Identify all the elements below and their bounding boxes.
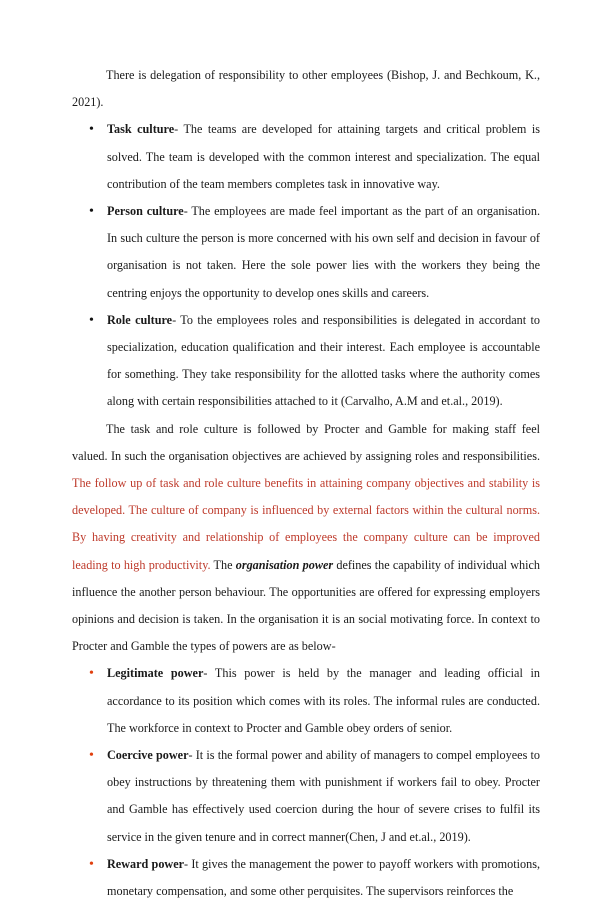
list-item [72,116,540,198]
bullet-icon: • [89,122,94,138]
bullet-icon: • [89,856,94,872]
bullet-icon: • [89,204,94,220]
list-item-body: - To the employees roles and responsibilities is delegated in accordant to specialization, education qualification and their interest. Each employee is accountable for something. They take responsibility for the allotted tasks where the authority comes along with certain responsibilities attached to it (Carvalho, A.M and et.al., 2019). [107,312,540,409]
bullet-icon: • [89,312,94,328]
opening-paragraph [72,62,540,116]
list-item-lead: Role culture [107,312,173,327]
organisation-power-emphasis: organisation power [235,557,334,572]
culture-power-paragraph [72,416,540,661]
paragraph-black-pre-emphasis: The [210,557,236,572]
list-item [72,851,540,905]
list-item [72,742,540,851]
list-item-body: - It is the formal power and ability of managers to compel employees to obey instructions by threatening them with punishment if workers fail to obey. Procter and Gamble has effectively used coercion during the hour of severe crises to fulfil its service in the given tenure and in correct manner(Chen, J and et.al., 2019). [107,748,540,844]
paragraph-red-highlight: The follow up of task and role culture benefits in attaining company objectives and stability is developed. The culture of company is influenced by external factors within the cultural norms. By having creativity and relationship of employees the company culture can be improved leading to high productivity. [72,476,540,572]
list-item-body: - The teams are developed for attaining targets and critical problem is solved. The team is developed with the common interest and specialization. The equal contribution of the team members completes task in innovative way. [107,122,540,191]
opening-paragraph-text: There is delegation of responsibility to other employees (Bishop, J. and Bechkoum, K., 2021). [72,68,540,110]
culture-types-list [72,116,540,415]
list-item-lead: Coercive power [107,748,189,763]
list-item-body: - It gives the management the power to payoff workers with promotions, monetary compensation, and some other perquisites. The supervisors reinforces the [107,856,540,899]
list-item-lead: Task culture [107,122,175,137]
paragraph-black-lead: The task and role culture is followed by Procter and Gamble for making staff feel valued. In such the organisation objectives are achieved by assigning roles and responsibilities. [72,421,540,463]
list-item-lead: Legitimate power [107,666,204,681]
paragraph-black-tail: defines the capability of individual which influence the another person behaviour. The opportunities are offered for expressing employers opinions and decision is taken. In the organisation it is an social motivating force. In context to Procter and Gamble the types of powers are as below- [72,557,541,654]
list-item [72,198,540,307]
list-item-body: - The employees are made feel important as the part of an organisation. In such culture the person is more concerned with his own self and decision in favour of organisation is not taken. Here the sole power lies with the workers they being the centring enjoys the opportunity to develop ones skills and careers. [107,204,540,300]
bullet-icon: • [89,666,94,682]
list-item [72,660,540,742]
bullet-icon: • [89,748,94,764]
list-item [72,307,540,416]
list-item-body: - This power is held by the manager and leading official in accordance to its position which comes with its roles. The informal rules are conducted. The workforce in context to Procter and Gamble obey orders of senior. [107,666,541,735]
page-content [72,62,540,905]
list-item-lead: Person culture [107,204,184,219]
list-item-lead: Reward power [107,856,185,871]
power-types-list [72,660,540,905]
